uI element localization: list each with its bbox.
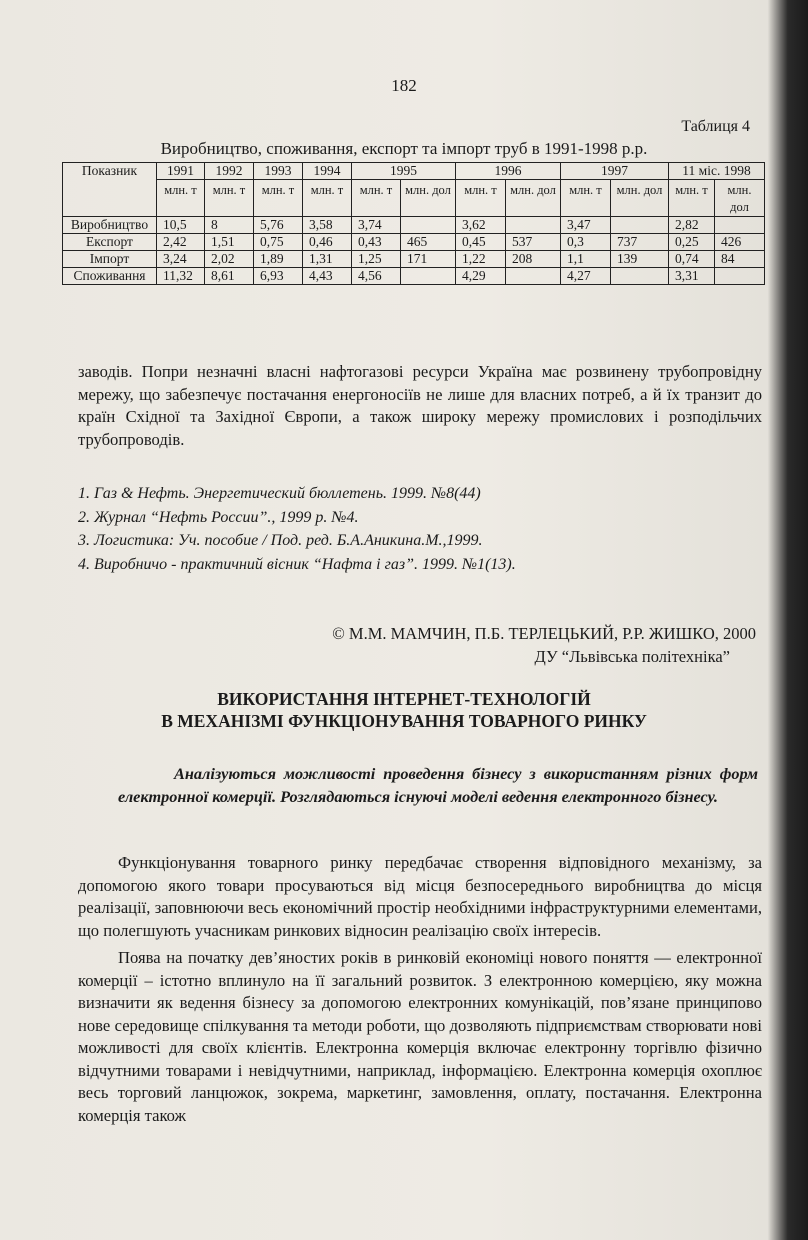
table-cell: 0,74 [669,251,715,268]
author-block [56,622,756,668]
page-number: 182 [391,76,417,95]
table-cell: 737 [611,234,669,251]
table-cell: 171 [401,251,456,268]
paragraph-body-1 [78,852,762,942]
table-units-row [63,180,765,217]
table-header-row [63,163,765,180]
table-label: Таблиця 4 [681,118,750,135]
table-cell: 3,58 [303,217,352,234]
year-header: 1993 [254,163,303,180]
table-cell: 465 [401,234,456,251]
paragraph-text: Поява на початку дев’яностих років в ринковій економіці нового поняття — електронної комерції – істотно вплинуло на її загальний розвиток. З електронною комерцією, яку можна визначити як ведення бізнесу за допомогою електронних комунікацій, пов’язане принципово нове середовище спілкування та методи роботи, що дозволяють підприємствам створювати нові можливості для своїх клієнтів. Електронна комерція включає електронну торгівлю фізично відчутними товарами і невідчутними, наприклад, інформацією. Електронна комерція охоплює весь торговий ланцюжок, зокрема, маркетинг, замовлення, оплату, постачання. Електронна комерція також [78,948,762,1125]
reference-item: 1. Газ & Нефть. Энергетический бюллетень. 1999. №8(44) [78,485,481,502]
table-cell: 8 [205,217,254,234]
table-cell: 4,27 [561,268,611,285]
table-cell: 1,25 [352,251,401,268]
unit-cell: млн. дол [715,180,765,217]
table-cell: 426 [715,234,765,251]
table-corner: Показник [63,163,157,217]
unit-cell: млн. дол [611,180,669,217]
table-cell [715,217,765,234]
table-cell: 2,42 [157,234,205,251]
unit-cell: млн. т [205,180,254,217]
reference-item: 3. Логистика: Уч. пособие / Под. ред. Б.А.Аникина.М.,1999. [78,532,483,549]
year-header: 1991 [157,163,205,180]
table-cell: 3,24 [157,251,205,268]
row-label: Імпорт [63,251,157,268]
table-cell: 1,1 [561,251,611,268]
unit-cell: млн. т [157,180,205,217]
table-cell: 0,25 [669,234,715,251]
table-row [63,268,765,285]
row-label: Споживання [63,268,157,285]
table-cell: 3,62 [456,217,506,234]
unit-cell: млн. т [254,180,303,217]
paragraph-text: Функціонування товарного ринку передбачає створення відповідного механізму, за допомогою якого товари просуваються від місця безпосереднього виробництва до місця реалізації, заповнюючи весь економічний простір необхідними інфраструктурними елементами, що полегшують учасникам ринкових відносин реалізацію своїх інтересів. [78,853,762,940]
table-cell [506,268,561,285]
table-cell: 2,02 [205,251,254,268]
title-line-1: ВИКОРИСТАННЯ ІНТЕРНЕТ-ТЕХНОЛОГІЙ [217,689,591,709]
table-cell [611,268,669,285]
year-header: 11 міс. 1998 [669,163,765,180]
table-cell: 3,74 [352,217,401,234]
year-header: 1992 [205,163,254,180]
table-cell: 0,45 [456,234,506,251]
institution: ДУ “Львівська політехніка” [534,647,730,666]
unit-cell: млн. т [561,180,611,217]
copyright-authors: © М.М. МАМЧИН, П.Б. ТЕРЛЕЦЬКИЙ, Р.Р. ЖИШКО, 2000 [332,624,756,643]
table-cell: 4,56 [352,268,401,285]
table-cell: 1,89 [254,251,303,268]
year-header: 1997 [561,163,669,180]
unit-cell: млн. дол [401,180,456,217]
table-cell [715,268,765,285]
table-cell: 0,43 [352,234,401,251]
table-cell: 0,3 [561,234,611,251]
data-table [62,162,765,285]
abstract [118,762,758,808]
table-cell: 11,32 [157,268,205,285]
unit-cell: млн. дол [506,180,561,217]
paragraph-intro: заводів. Попри незначні власні нафтогазові ресурси Україна має розвинену трубопровідну мережу, що забезпечує постачання енергоносіїв не лише для власних потреб, а й їх транзит до країн Східної та Західної Європи, а також широку мережу промислових і розподільчих трубопроводів. [78,362,762,449]
table-cell: 1,22 [456,251,506,268]
table-cell: 3,31 [669,268,715,285]
table-cell: 208 [506,251,561,268]
table-cell: 8,61 [205,268,254,285]
table-cell: 3,47 [561,217,611,234]
table-cell: 4,43 [303,268,352,285]
table-row [63,251,765,268]
year-header: 1994 [303,163,352,180]
table-cell [611,217,669,234]
table-cell [506,217,561,234]
abstract-text: Аналізуються можливості проведення бізнесу з використанням різних форм електронної комерції. Розглядаються існуючі моделі ведення електронного бізнесу. [118,764,758,806]
unit-cell: млн. т [456,180,506,217]
reference-item: 4. Виробничо - практичний вісник “Нафта і газ”. 1999. №1(13). [78,555,516,573]
unit-cell: млн. т [669,180,715,217]
table-cell: 10,5 [157,217,205,234]
table-cell: 1,31 [303,251,352,268]
year-header: 1996 [456,163,561,180]
table-row [63,234,765,251]
table-cell: 2,82 [669,217,715,234]
table-cell: 84 [715,251,765,268]
article-title [0,688,808,732]
reference-item: 2. Журнал “Нефть России”., 1999 р. №4. [78,508,359,526]
table-cell: 1,51 [205,234,254,251]
paragraph-body-2 [78,947,762,1127]
references-list [78,482,762,576]
table-cell: 537 [506,234,561,251]
table-row [63,217,765,234]
table-cell [401,217,456,234]
title-line-2: В МЕХАНІЗМІ ФУНКЦІОНУВАННЯ ТОВАРНОГО РИНКУ [161,711,647,731]
table-cell: 5,76 [254,217,303,234]
table-title: Виробництво, споживання, експорт та імпорт труб в 1991-1998 р.р. [160,139,648,158]
table-cell [401,268,456,285]
unit-cell: млн. т [352,180,401,217]
year-header: 1995 [352,163,456,180]
row-label: Експорт [63,234,157,251]
table-cell: 4,29 [456,268,506,285]
row-label: Виробництво [63,217,157,234]
unit-cell: млн. т [303,180,352,217]
table-cell: 0,75 [254,234,303,251]
table-cell: 139 [611,251,669,268]
table-cell: 6,93 [254,268,303,285]
table-cell: 0,46 [303,234,352,251]
